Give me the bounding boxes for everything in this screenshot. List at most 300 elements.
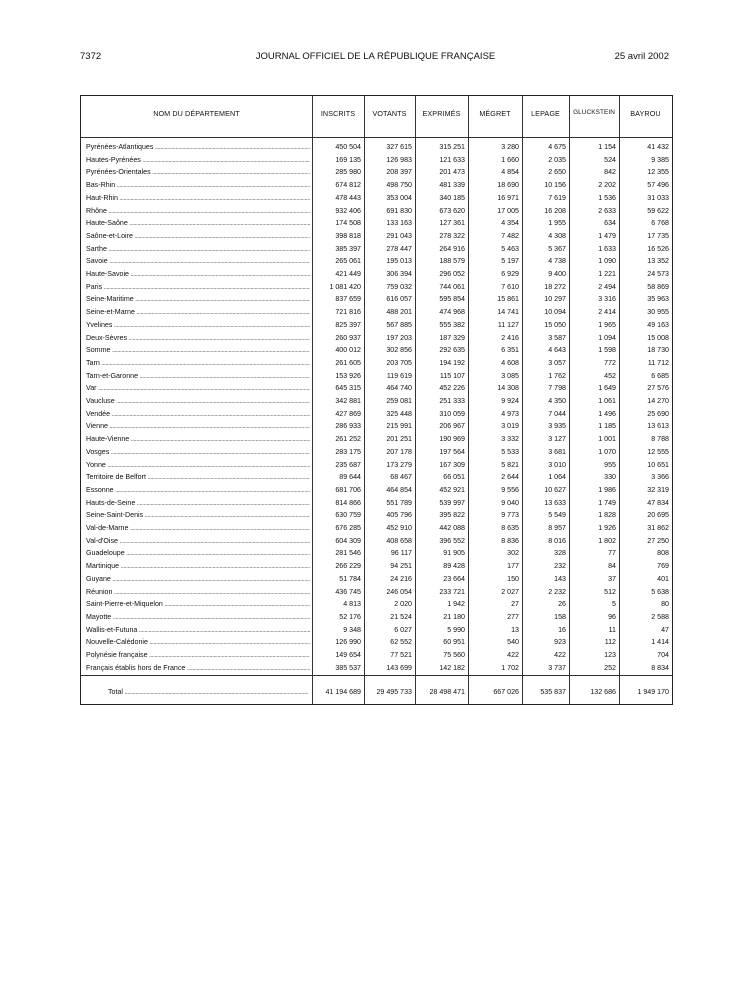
cell-inscrits: 4 813	[343, 600, 361, 609]
cell-votants: 126 983	[386, 155, 412, 164]
table-row	[81, 486, 672, 498]
table-row	[81, 257, 672, 269]
cell-megret: 6 351	[501, 346, 519, 355]
department-name: Deux-Sèvres .....	[86, 334, 310, 342]
cell-inscrits: 342 881	[335, 397, 361, 405]
column-header-megret: MÉGRET	[479, 109, 511, 118]
page-number: 7372	[80, 51, 102, 62]
cell-inscrits: 814 866	[335, 498, 361, 507]
cell-gluckstein: 2 414	[598, 308, 616, 317]
department-name: Seine-et-Marne .....	[86, 308, 310, 316]
table-row	[81, 588, 672, 600]
cell-gluckstein: 1 649	[598, 384, 616, 393]
table-row	[81, 143, 672, 155]
cell-lepage: 4 643	[548, 346, 566, 355]
department-name: Seine-Maritime .....	[86, 295, 310, 303]
department-name: Val-de-Marne .....	[86, 524, 310, 532]
cell-votants: 616 057	[386, 295, 412, 304]
cell-inscrits: 385 397	[335, 244, 361, 253]
cell-gluckstein: 1 070	[598, 447, 616, 456]
cell-gluckstein: 77	[608, 549, 616, 558]
cell-lepage: 4 738	[548, 257, 566, 266]
cell-votants: 143 699	[386, 663, 412, 672]
cell-exprimes: 167 309	[439, 460, 465, 469]
cell-bayrou: 24 573	[647, 270, 669, 278]
cell-exprimes: 187 329	[439, 333, 465, 342]
table-row	[81, 638, 672, 650]
cell-inscrits: 174 508	[335, 219, 361, 228]
cell-bayrou: 41 432	[647, 143, 669, 151]
cell-gluckstein: 84	[608, 562, 616, 571]
cell-megret: 4 854	[501, 168, 519, 177]
cell-megret: 14 741	[497, 308, 519, 317]
cell-gluckstein: 330	[604, 473, 616, 482]
cell-megret: 3 019	[501, 422, 519, 431]
cell-votants: 173 279	[386, 460, 412, 469]
cell-bayrou: 15 008	[647, 333, 669, 342]
cell-lepage: 10 297	[544, 295, 566, 304]
cell-bayrou: 10 651	[647, 460, 669, 469]
cell-lepage: 7 044	[548, 409, 566, 418]
cell-megret: 7 610	[501, 282, 519, 291]
cell-exprimes: 201 473	[439, 168, 465, 177]
department-name: Réunion .....	[86, 588, 310, 596]
cell-gluckstein: 1 090	[598, 257, 616, 266]
cell-lepage: 3 057	[548, 358, 566, 367]
cell-bayrou: 80	[661, 600, 669, 609]
cell-exprimes: 395 822	[439, 511, 465, 520]
cell-lepage: 10 094	[544, 308, 566, 317]
cell-bayrou: 30 955	[647, 308, 669, 317]
column-header-bayrou: BAYROU	[630, 109, 661, 118]
cell-exprimes: 474 968	[439, 308, 465, 317]
cell-bayrou: 14 270	[647, 397, 669, 405]
cell-inscrits: 51 784	[339, 574, 361, 583]
table-row	[81, 156, 672, 168]
cell-bayrou: 6 685	[651, 371, 669, 380]
cell-lepage: 4 675	[548, 143, 566, 151]
cell-megret: 7 482	[501, 231, 519, 240]
total-inscrits: 41 194 689	[325, 688, 361, 696]
table-row	[81, 308, 672, 320]
cell-inscrits: 265 061	[335, 257, 361, 266]
table-row	[81, 359, 672, 371]
cell-inscrits: 421 449	[335, 270, 361, 278]
cell-gluckstein: 842	[604, 168, 616, 177]
cell-megret: 2 644	[501, 473, 519, 482]
cell-exprimes: 23 664	[443, 574, 465, 583]
cell-megret: 177	[507, 562, 519, 571]
cell-lepage: 1 762	[548, 371, 566, 380]
total-row	[81, 688, 672, 700]
cell-votants: 246 054	[386, 587, 412, 596]
cell-votants: 327 615	[386, 143, 412, 151]
table-row	[81, 295, 672, 307]
cell-gluckstein: 2 633	[598, 206, 616, 215]
cell-lepage: 328	[554, 549, 566, 558]
department-name: Hautes-Pyrénées .....	[86, 156, 310, 164]
department-name: Français établis hors de France .....	[86, 664, 310, 672]
cell-inscrits: 9 348	[343, 625, 361, 634]
cell-lepage: 9 400	[548, 270, 566, 278]
cell-lepage: 923	[554, 638, 566, 647]
cell-lepage: 8 957	[548, 524, 566, 532]
column-header-gluckstein: GLUCKSTEIN	[573, 109, 615, 116]
cell-lepage: 13 633	[544, 498, 566, 507]
cell-lepage: 5 549	[548, 511, 566, 520]
cell-gluckstein: 634	[604, 219, 616, 228]
cell-votants: 96 117	[390, 549, 412, 558]
cell-bayrou: 808	[657, 549, 669, 558]
table-row	[81, 194, 672, 206]
cell-bayrou: 8 788	[651, 435, 669, 444]
table-row	[81, 346, 672, 358]
cell-votants: 133 163	[386, 219, 412, 228]
cell-megret: 16 971	[497, 193, 519, 202]
cell-megret: 5 533	[501, 447, 519, 456]
cell-exprimes: 442 088	[439, 524, 465, 532]
cell-bayrou: 6 768	[651, 219, 669, 228]
department-name: Polynésie française .....	[86, 651, 310, 659]
cell-bayrou: 27 250	[647, 536, 669, 545]
cell-gluckstein: 772	[604, 358, 616, 367]
cell-inscrits: 149 654	[335, 651, 361, 659]
column-header-votants: VOTANTS	[372, 109, 407, 118]
cell-bayrou: 13 352	[647, 257, 669, 266]
cell-exprimes: 744 061	[439, 282, 465, 291]
cell-inscrits: 89 644	[339, 473, 361, 482]
cell-gluckstein: 1 061	[598, 397, 616, 405]
cell-lepage: 2 035	[548, 155, 566, 164]
cell-lepage: 3 737	[548, 663, 566, 672]
cell-gluckstein: 2 202	[598, 181, 616, 190]
cell-inscrits: 681 706	[335, 485, 361, 494]
cell-exprimes: 21 180	[443, 612, 465, 621]
cell-inscrits: 266 229	[335, 562, 361, 571]
table-row	[81, 499, 672, 511]
results-table	[80, 95, 673, 705]
cell-exprimes: 278 322	[439, 231, 465, 240]
cell-inscrits: 235 687	[335, 460, 361, 469]
cell-lepage: 18 272	[544, 282, 566, 291]
cell-megret: 5 821	[501, 460, 519, 469]
cell-inscrits: 400 012	[335, 346, 361, 355]
cell-megret: 5 463	[501, 244, 519, 253]
cell-votants: 498 750	[386, 181, 412, 190]
cell-lepage: 3 587	[548, 333, 566, 342]
department-name: Haute-Saône .....	[86, 219, 310, 227]
cell-inscrits: 932 406	[335, 206, 361, 215]
cell-votants: 452 910	[386, 524, 412, 532]
cell-inscrits: 261 252	[335, 435, 361, 444]
department-name: Rhône .....	[86, 207, 310, 215]
total-votants: 29 495 733	[376, 688, 412, 696]
cell-lepage: 4 350	[548, 397, 566, 405]
cell-gluckstein: 1 001	[598, 435, 616, 444]
publication-date: 25 avril 2002	[614, 51, 669, 62]
table-row	[81, 448, 672, 460]
table-row	[81, 461, 672, 473]
cell-votants: 405 796	[386, 511, 412, 520]
cell-exprimes: 251 333	[439, 397, 465, 405]
department-name: Nouvelle-Calédonie .....	[86, 638, 310, 646]
cell-exprimes: 452 226	[439, 384, 465, 393]
cell-bayrou: 59 622	[647, 206, 669, 215]
cell-gluckstein: 1 479	[598, 231, 616, 240]
cell-exprimes: 673 620	[439, 206, 465, 215]
department-name: Paris .....	[86, 283, 310, 291]
table-row	[81, 270, 672, 282]
cell-megret: 2 027	[501, 587, 519, 596]
cell-lepage: 1 064	[548, 473, 566, 482]
cell-votants: 208 397	[386, 168, 412, 177]
department-name: Wallis-et-Futuna .....	[86, 626, 310, 634]
cell-votants: 567 885	[386, 320, 412, 329]
cell-exprimes: 264 916	[439, 244, 465, 253]
cell-megret: 422	[507, 651, 519, 659]
cell-votants: 197 203	[386, 333, 412, 342]
cell-gluckstein: 1 221	[598, 270, 616, 278]
department-name: Vaucluse .....	[86, 397, 310, 405]
cell-inscrits: 674 812	[335, 181, 361, 190]
cell-votants: 306 394	[386, 270, 412, 278]
cell-lepage: 2 232	[548, 587, 566, 596]
cell-inscrits: 169 135	[335, 155, 361, 164]
header-rule	[81, 137, 672, 138]
cell-exprimes: 75 560	[443, 651, 465, 659]
total-exprimes: 28 498 471	[429, 688, 465, 696]
cell-votants: 291 043	[386, 231, 412, 240]
cell-inscrits: 630 759	[335, 511, 361, 520]
cell-gluckstein: 37	[608, 574, 616, 583]
cell-exprimes: 296 052	[439, 270, 465, 278]
cell-bayrou: 12 355	[647, 168, 669, 177]
cell-votants: 2 020	[394, 600, 412, 609]
department-name: Haute-Vienne .....	[86, 435, 310, 443]
cell-gluckstein: 1 633	[598, 244, 616, 253]
cell-gluckstein: 112	[604, 638, 616, 647]
cell-lepage: 10 627	[544, 485, 566, 494]
column-header-department: NOM DU DÉPARTEMENT	[153, 109, 240, 118]
cell-votants: 691 830	[386, 206, 412, 215]
table-row	[81, 524, 672, 536]
cell-megret: 4 973	[501, 409, 519, 418]
table-row	[81, 549, 672, 561]
cell-exprimes: 539 997	[439, 498, 465, 507]
department-name: Hauts-de-Seine .....	[86, 499, 310, 507]
cell-bayrou: 769	[657, 562, 669, 571]
department-name: Savoie .....	[86, 257, 310, 265]
cell-exprimes: 396 552	[439, 536, 465, 545]
cell-megret: 9 924	[501, 397, 519, 405]
cell-votants: 353 004	[386, 193, 412, 202]
table-row	[81, 168, 672, 180]
cell-bayrou: 17 735	[647, 231, 669, 240]
cell-exprimes: 292 635	[439, 346, 465, 355]
cell-lepage: 143	[554, 574, 566, 583]
table-row	[81, 283, 672, 295]
cell-bayrou: 9 385	[651, 155, 669, 164]
cell-megret: 27	[511, 600, 519, 609]
column-header-inscrits: INSCRITS	[320, 109, 356, 118]
cell-bayrou: 47	[661, 625, 669, 634]
cell-exprimes: 315 251	[439, 143, 465, 151]
cell-votants: 207 178	[386, 447, 412, 456]
department-name: Bas-Rhin .....	[86, 181, 310, 189]
cell-bayrou: 25 690	[647, 409, 669, 418]
table-row	[81, 181, 672, 193]
cell-votants: 408 658	[386, 536, 412, 545]
cell-megret: 302	[507, 549, 519, 558]
cell-votants: 24 216	[390, 574, 412, 583]
cell-votants: 77 521	[390, 651, 412, 659]
cell-lepage: 16 208	[544, 206, 566, 215]
table-row	[81, 435, 672, 447]
cell-megret: 9 773	[501, 511, 519, 520]
cell-inscrits: 427 869	[335, 409, 361, 418]
cell-bayrou: 57 496	[647, 181, 669, 190]
cell-inscrits: 261 605	[335, 358, 361, 367]
cell-lepage: 158	[554, 612, 566, 621]
cell-bayrou: 49 163	[647, 320, 669, 329]
cell-lepage: 7 619	[548, 193, 566, 202]
cell-megret: 3 332	[501, 435, 519, 444]
cell-lepage: 4 308	[548, 231, 566, 240]
cell-exprimes: 60 951	[443, 638, 465, 647]
cell-bayrou: 47 834	[647, 498, 669, 507]
cell-gluckstein: 1 926	[598, 524, 616, 532]
journal-title: JOURNAL OFFICIEL DE LA RÉPUBLIQUE FRANÇAISE	[255, 51, 496, 62]
cell-gluckstein: 452	[604, 371, 616, 380]
cell-gluckstein: 1 185	[598, 422, 616, 431]
cell-votants: 68 467	[390, 473, 412, 482]
cell-votants: 94 251	[390, 562, 412, 571]
cell-exprimes: 91 905	[443, 549, 465, 558]
cell-exprimes: 5 990	[447, 625, 465, 634]
total-gluckstein: 132 686	[590, 688, 616, 696]
cell-megret: 4 354	[501, 219, 519, 228]
cell-bayrou: 18 730	[647, 346, 669, 355]
cell-inscrits: 126 990	[335, 638, 361, 647]
cell-votants: 464 740	[386, 384, 412, 393]
table-row	[81, 537, 672, 549]
cell-megret: 3 085	[501, 371, 519, 380]
cell-exprimes: 1 942	[447, 600, 465, 609]
cell-inscrits: 153 926	[335, 371, 361, 380]
cell-exprimes: 188 579	[439, 257, 465, 266]
table-row	[81, 232, 672, 244]
cell-megret: 8 836	[501, 536, 519, 545]
cell-megret: 6 929	[501, 270, 519, 278]
cell-megret: 11 127	[497, 320, 519, 329]
table-row	[81, 397, 672, 409]
cell-lepage: 5 367	[548, 244, 566, 253]
cell-votants: 201 251	[386, 435, 412, 444]
cell-exprimes: 310 059	[439, 409, 465, 418]
cell-votants: 119 619	[386, 371, 412, 380]
cell-gluckstein: 1 965	[598, 320, 616, 329]
cell-exprimes: 115 107	[439, 371, 465, 380]
department-name: Mayotte .....	[86, 613, 310, 621]
cell-gluckstein: 1 154	[598, 143, 616, 151]
cell-lepage: 3 010	[548, 460, 566, 469]
cell-votants: 215 991	[386, 422, 412, 431]
cell-votants: 759 032	[386, 282, 412, 291]
department-name: Vienne .....	[86, 422, 310, 430]
cell-bayrou: 5 638	[651, 587, 669, 596]
cell-inscrits: 1 081 420	[329, 282, 361, 291]
cell-lepage: 3 681	[548, 447, 566, 456]
cell-bayrou: 35 963	[647, 295, 669, 304]
table-row	[81, 600, 672, 612]
table-row	[81, 219, 672, 231]
cell-gluckstein: 524	[604, 155, 616, 164]
cell-gluckstein: 1 496	[598, 409, 616, 418]
cell-votants: 551 789	[386, 498, 412, 507]
cell-lepage: 1 955	[548, 219, 566, 228]
cell-megret: 13	[511, 625, 519, 634]
department-name: Vosges .....	[86, 448, 310, 456]
cell-inscrits: 281 546	[335, 549, 361, 558]
column-header-lepage: LEPAGE	[531, 109, 560, 118]
cell-bayrou: 27 576	[647, 384, 669, 393]
department-name: Guyane .....	[86, 575, 310, 583]
cell-gluckstein: 2 494	[598, 282, 616, 291]
cell-exprimes: 340 185	[439, 193, 465, 202]
cell-gluckstein: 1 828	[598, 511, 616, 520]
cell-inscrits: 450 504	[335, 143, 361, 151]
table-row	[81, 562, 672, 574]
cell-lepage: 8 016	[548, 536, 566, 545]
cell-exprimes: 452 921	[439, 485, 465, 494]
cell-megret: 9 556	[501, 485, 519, 494]
cell-lepage: 422	[554, 651, 566, 659]
table-row	[81, 372, 672, 384]
cell-inscrits: 721 816	[335, 308, 361, 317]
cell-bayrou: 12 555	[647, 447, 669, 456]
total-megret: 667 026	[493, 688, 519, 696]
cell-exprimes: 121 633	[439, 155, 465, 164]
cell-megret: 17 005	[497, 206, 519, 215]
cell-inscrits: 478 443	[335, 193, 361, 202]
table-row	[81, 511, 672, 523]
cell-lepage: 3 127	[548, 435, 566, 444]
cell-votants: 259 081	[386, 397, 412, 405]
cell-exprimes: 89 428	[443, 562, 465, 571]
table-row	[81, 321, 672, 333]
department-name: Sarthe .....	[86, 245, 310, 253]
department-name: Territoire de Belfort .....	[86, 473, 310, 481]
department-name: Seine-Saint-Denis .....	[86, 511, 310, 519]
cell-exprimes: 66 051	[443, 473, 465, 482]
cell-exprimes: 206 967	[439, 422, 465, 431]
cell-bayrou: 2 588	[651, 612, 669, 621]
cell-megret: 3 280	[501, 143, 519, 151]
cell-gluckstein: 1 986	[598, 485, 616, 494]
cell-megret: 8 635	[501, 524, 519, 532]
cell-megret: 2 416	[501, 333, 519, 342]
table-row	[81, 613, 672, 625]
cell-bayrou: 3 366	[651, 473, 669, 482]
cell-bayrou: 1 414	[651, 638, 669, 647]
cell-inscrits: 837 659	[335, 295, 361, 304]
table-row	[81, 664, 672, 676]
department-name: Vendée .....	[86, 410, 310, 418]
cell-gluckstein: 5	[612, 600, 616, 609]
department-name: Guadeloupe .....	[86, 549, 310, 557]
cell-exprimes: 197 564	[439, 447, 465, 456]
column-header-exprimes: EXPRIMÉS	[422, 109, 461, 118]
